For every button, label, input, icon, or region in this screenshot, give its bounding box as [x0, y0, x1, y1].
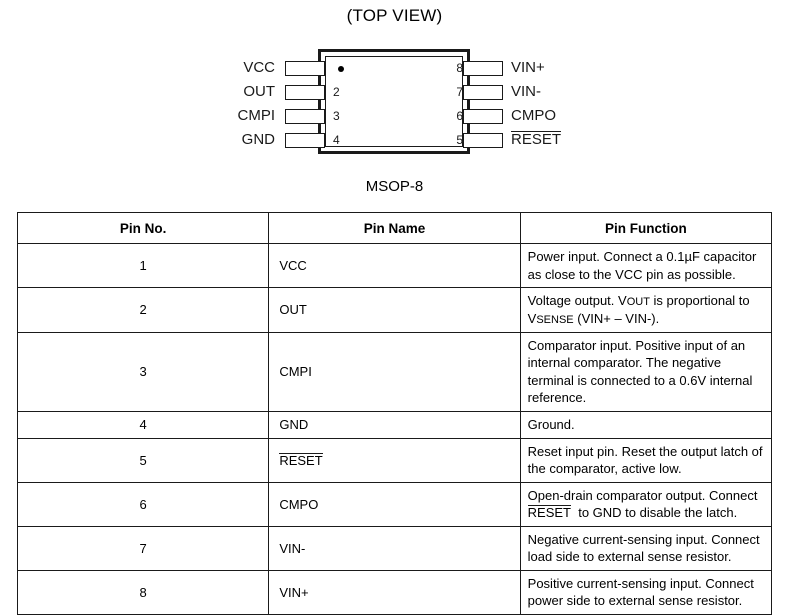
table-row: [18, 482, 772, 526]
package-pinout-diagram: [0, 0, 789, 200]
cell-pin-name: OUT: [269, 288, 520, 333]
pin-number-right-6: 6: [456, 109, 463, 123]
cell-pin-name: VIN-: [269, 526, 520, 570]
lead-left-2: [285, 85, 325, 100]
cell-pin-name: GND: [269, 411, 520, 438]
pin-number-right-7: 7: [456, 85, 463, 99]
reset-overline-word: RESET: [527, 505, 571, 521]
cell-pin-no: 6: [18, 482, 269, 526]
pin-number-left-4: 4: [333, 133, 340, 147]
cell-pin-name: CMPI: [269, 332, 520, 411]
pin-label-cmpo: CMPO: [511, 107, 556, 124]
pin-label-gnd: GND: [241, 131, 275, 148]
lead-right-6: [463, 109, 503, 124]
top-view-title: (TOP VIEW): [346, 6, 443, 25]
table-row: [18, 526, 772, 570]
cell-pin-no: 1: [18, 244, 269, 288]
cell-pin-function: Ground.: [520, 411, 771, 438]
cell-pin-no: 7: [18, 526, 269, 570]
pin-label-cmpi: CMPI: [237, 107, 275, 124]
chip-body-inner-outline: [325, 56, 463, 147]
pin-number-right-5: 5: [456, 133, 463, 147]
cell-pin-name: VCC: [269, 244, 520, 288]
pin-label-out: OUT: [243, 83, 275, 100]
header-pin-no: Pin No.: [18, 213, 269, 244]
cell-pin-name: VIN+: [269, 570, 520, 614]
header-pin-name: Pin Name: [269, 213, 520, 244]
table-row: [18, 332, 772, 411]
pin-1-marker-dot: [338, 66, 344, 72]
pin-function-table: [17, 212, 772, 615]
pin-label-vin-minus: VIN-: [511, 83, 541, 100]
table-row: [18, 438, 772, 482]
cell-pin-no: 8: [18, 570, 269, 614]
lead-right-5: [463, 133, 503, 148]
table-row: [18, 411, 772, 438]
header-pin-function: Pin Function: [520, 213, 771, 244]
cell-pin-name: CMPO: [269, 482, 520, 526]
pin-number-left-2: 2: [333, 85, 340, 99]
table-row: [18, 288, 772, 333]
table-row: [18, 244, 772, 288]
cell-pin-function: Reset input pin. Reset the output latch of the comparator, active low.: [520, 438, 771, 482]
cell-pin-no: 4: [18, 411, 269, 438]
cell-pin-function: Negative current-sensing input. Connect load side to external sense resistor.: [520, 526, 771, 570]
cell-pin-no: 2: [18, 288, 269, 333]
pin-number-right-8: 8: [456, 61, 463, 75]
pin-label-vin-plus: VIN+: [511, 59, 545, 76]
lead-left-3: [285, 109, 325, 124]
cell-pin-function: Power input. Connect a 0.1µF capacitor as close to the VCC pin as possible.: [520, 244, 771, 288]
table-row: [18, 570, 772, 614]
pin-label-vcc: VCC: [243, 59, 275, 76]
pin-number-left-3: 3: [333, 109, 340, 123]
cell-pin-function: Positive current-sensing input. Connect power side to external sense resistor.: [520, 570, 771, 614]
cell-pin-name-text: RESET: [279, 452, 323, 468]
lead-left-1: [285, 61, 325, 76]
cell-pin-function: Voltage output. VOUT is proportional to VSENSE (VIN+ – VIN-).: [520, 288, 771, 333]
cell-pin-function: Open-drain comparator output. Connect RESET to GND to disable the latch.: [520, 482, 771, 526]
lead-left-4: [285, 133, 325, 148]
cell-pin-no: 3: [18, 332, 269, 411]
cell-pin-name: [269, 438, 520, 482]
lead-right-7: [463, 85, 503, 100]
package-name-label: MSOP-8: [365, 178, 424, 195]
pin-label-reset: [511, 131, 561, 148]
table-header-row: [18, 213, 772, 244]
cell-pin-no: 5: [18, 438, 269, 482]
cell-pin-function: Comparator input. Positive input of an internal comparator. The negative terminal is connected to a 0.6V internal reference.: [520, 332, 771, 411]
lead-right-8: [463, 61, 503, 76]
pin-label-reset-text: RESET: [511, 131, 562, 148]
